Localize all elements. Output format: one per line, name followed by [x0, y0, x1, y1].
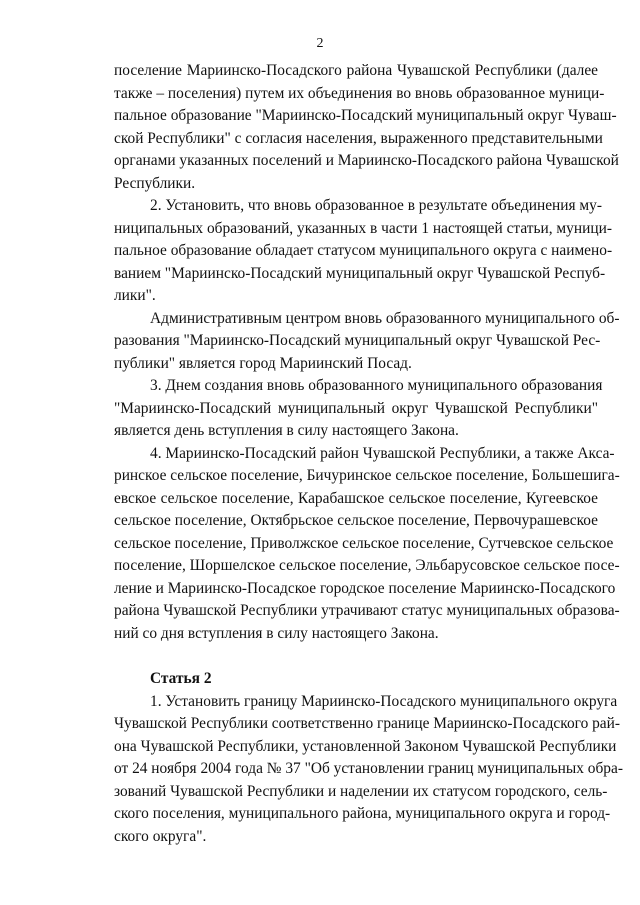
text-line: сельское поселение, Приволжское сельское поселение, Сутчевское сельское [114, 534, 614, 552]
text-line: публики" является город Мариинский Посад. [114, 354, 412, 372]
text-line: пальное образование обладает статусом муниципального округа с наимено- [114, 242, 613, 259]
text-line: Чувашской Республики соответственно границе Мариинско-Посадского рай- [114, 715, 621, 732]
document-body [114, 60, 623, 848]
text-line: ской Республики" с согласия населения, выраженного представительными [114, 129, 603, 147]
text-line: она Чувашской Республики, установленной Законом Чувашской Республики [114, 737, 617, 755]
text-line: ниципальных образований, указанных в части 1 настоящей статьи, муници- [114, 219, 612, 237]
text-line: от 24 ноября 2004 года № 37 "Об установлении границ муниципальных обра- [114, 760, 623, 777]
text-line: поселение Мариинско-Посадского района Чувашской Республики (далее [114, 62, 598, 79]
text-line: района Чувашской Республики утрачивают статус муниципальных образова- [114, 602, 620, 619]
text-line: Республики. [114, 174, 196, 192]
text-line: Административным центром вновь образованного муниципального об- [150, 309, 620, 327]
text-line: также – поселения) путем их объединения во вновь образованное муници- [114, 84, 605, 102]
text-line: поселение, Шоршелское сельское поселение, Эльбарусовское сельское посе- [114, 557, 620, 574]
text-line: ванием "Мариинско-Посадский муниципальный округ Чувашской Респуб- [114, 264, 606, 282]
text-line: 3. Днем создания вновь образованного муниципального образования [150, 377, 603, 394]
text-line: является день вступления в силу настоящего Закона. [114, 422, 459, 439]
text-line: пальное образование "Мариинско-Посадский муниципальный округ Чуваш- [114, 107, 617, 124]
text-line: разования "Мариинско-Посадский муниципальный округ Чувашской Рес- [114, 332, 601, 349]
text-line: евское сельское поселение, Карабашское сельское поселение, Кугеевское [114, 489, 598, 507]
text-line: "Мариинско-Посадский муниципальный округ Чувашской Республики" [114, 399, 598, 417]
text-line: органами указанных поселений и Мариинско-Посадского района Чувашской [114, 152, 619, 169]
article-heading: Статья 2 [150, 670, 212, 687]
text-line: ление и Мариинско-Посадское городское поселение Мариинско-Посадского [114, 579, 616, 597]
paragraph-gap [114, 645, 598, 668]
page-number: 2 [316, 36, 324, 51]
text-line: 2. Установить, что вновь образованное в результате объединения му- [150, 197, 602, 214]
text-line: лики". [114, 287, 156, 304]
text-line: сельское поселение, Октябрьское сельское поселение, Первочурашевское [114, 512, 598, 529]
text-line: ний со дня вступления в силу настоящего Закона. [114, 624, 439, 642]
text-line: ского округа". [114, 827, 207, 845]
text-line: ринское сельское поселение, Бичуринское сельское поселение, Большешига- [114, 467, 620, 484]
text-line: 1. Установить границу Мариинско-Посадского муниципального округа [150, 692, 618, 710]
text-line: ского поселения, муниципального района, муниципального округа и город- [114, 805, 611, 822]
text-line: 4. Мариинско-Посадский район Чувашской Республики, а также Акса- [150, 444, 615, 462]
text-line: зований Чувашской Республики и наделении их статусом городского, сель- [114, 782, 608, 800]
